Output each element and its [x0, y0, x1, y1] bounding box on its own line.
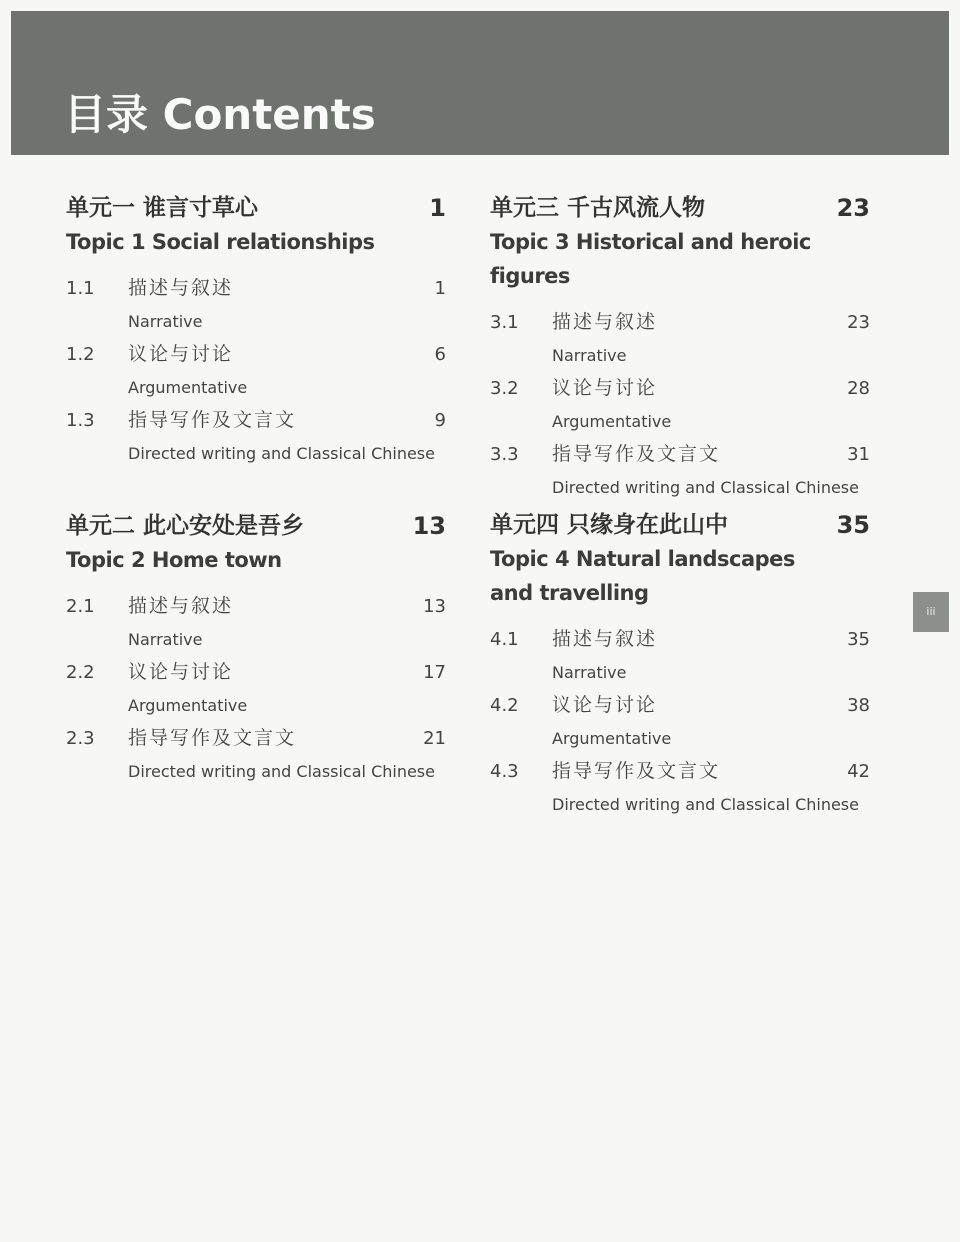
- entry-number: 3.2: [490, 378, 519, 399]
- entry-title-en: Directed writing and Classical Chinese: [552, 478, 859, 497]
- toc-section: [66, 509, 446, 788]
- entry-title-en: Narrative: [552, 663, 627, 682]
- entry-page-number: 17: [423, 662, 446, 683]
- toc-section: [66, 191, 446, 470]
- toc-entry[interactable]: [490, 689, 870, 755]
- entry-page-number: 28: [847, 378, 870, 399]
- entry-number: 3.1: [490, 312, 519, 333]
- unit-heading[interactable]: [66, 191, 446, 225]
- entry-page-number: 21: [423, 728, 446, 749]
- entry-number: 4.3: [490, 761, 519, 782]
- toc-entry[interactable]: [66, 590, 446, 656]
- toc-entry[interactable]: [490, 438, 870, 504]
- page-number-tab: iii: [913, 592, 949, 632]
- entry-number: 4.1: [490, 629, 519, 650]
- toc-entry[interactable]: [490, 755, 870, 821]
- entry-title-en: Argumentative: [128, 696, 248, 715]
- topic-title: Topic 1 Social relationships: [66, 230, 375, 254]
- entry-page-number: 13: [423, 596, 446, 617]
- entry-number: 1.2: [66, 344, 95, 365]
- toc-entry[interactable]: [66, 656, 446, 722]
- entry-title-en: Directed writing and Classical Chinese: [128, 762, 435, 781]
- entry-page-number: 23: [847, 312, 870, 333]
- entry-number: 3.3: [490, 444, 519, 465]
- entry-page-number: 1: [434, 278, 446, 299]
- topic-title: Topic 3 Historical and heroic figures: [490, 230, 811, 288]
- toc-entry[interactable]: [490, 623, 870, 689]
- entry-page-number: 35: [847, 629, 870, 650]
- entry-page-number: 9: [434, 410, 446, 431]
- entry-title-en: Narrative: [128, 630, 203, 649]
- unit-page-number: 1: [429, 194, 446, 222]
- entry-number: 4.2: [490, 695, 519, 716]
- entry-title-en: Directed writing and Classical Chinese: [128, 444, 435, 463]
- entry-title-en: Argumentative: [128, 378, 248, 397]
- entry-title-en: Argumentative: [552, 729, 672, 748]
- unit-title: 单元二 此心安处是吾乡: [66, 512, 305, 539]
- entry-number: 1.1: [66, 278, 95, 299]
- unit-page-number: 35: [836, 511, 870, 539]
- unit-title: 单元四 只缘身在此山中: [490, 511, 729, 538]
- unit-heading[interactable]: [490, 191, 870, 225]
- entry-title-zh: 指导写作及文言文: [128, 409, 297, 431]
- toc-entry[interactable]: [66, 722, 446, 788]
- entry-title-zh: 议论与讨论: [128, 661, 234, 683]
- entry-title-zh: 议论与讨论: [552, 377, 658, 399]
- unit-title: 单元一 谁言寸草心: [66, 194, 259, 221]
- entry-title-en: Directed writing and Classical Chinese: [552, 795, 859, 814]
- unit-page-number: 13: [412, 512, 446, 540]
- toc-entry[interactable]: [66, 338, 446, 404]
- entry-number: 2.3: [66, 728, 95, 749]
- entry-number: 1.3: [66, 410, 95, 431]
- toc-entry[interactable]: [490, 372, 870, 438]
- entry-title-zh: 指导写作及文言文: [552, 443, 721, 465]
- toc-section: [490, 508, 870, 821]
- entry-number: 2.2: [66, 662, 95, 683]
- topic-title: Topic 4 Natural landscapes and travelling: [490, 547, 795, 605]
- toc-entry[interactable]: [66, 404, 446, 470]
- toc-section: [490, 191, 870, 504]
- toc-entry[interactable]: [490, 306, 870, 372]
- entry-title-en: Argumentative: [552, 412, 672, 431]
- entry-title-zh: 指导写作及文言文: [128, 727, 297, 749]
- entry-title-zh: 描述与叙述: [128, 277, 234, 299]
- entry-title-zh: 议论与讨论: [552, 694, 658, 716]
- entry-number: 2.1: [66, 596, 95, 617]
- entry-title-zh: 议论与讨论: [128, 343, 234, 365]
- unit-page-number: 23: [836, 194, 870, 222]
- unit-heading[interactable]: [490, 508, 870, 542]
- entry-title-en: Narrative: [552, 346, 627, 365]
- unit-title: 单元三 千古风流人物: [490, 194, 706, 221]
- entry-title-en: Narrative: [128, 312, 203, 331]
- entry-title-zh: 描述与叙述: [128, 595, 234, 617]
- entry-title-zh: 描述与叙述: [552, 628, 658, 650]
- entry-page-number: 6: [434, 344, 446, 365]
- entry-title-zh: 描述与叙述: [552, 311, 658, 333]
- entry-page-number: 38: [847, 695, 870, 716]
- entry-page-number: 42: [847, 761, 870, 782]
- entry-page-number: 31: [847, 444, 870, 465]
- topic-title: Topic 2 Home town: [66, 548, 282, 572]
- toc-entry[interactable]: [66, 272, 446, 338]
- unit-heading[interactable]: [66, 509, 446, 543]
- entry-title-zh: 指导写作及文言文: [552, 760, 721, 782]
- page-title: 目录 Contents: [64, 90, 376, 139]
